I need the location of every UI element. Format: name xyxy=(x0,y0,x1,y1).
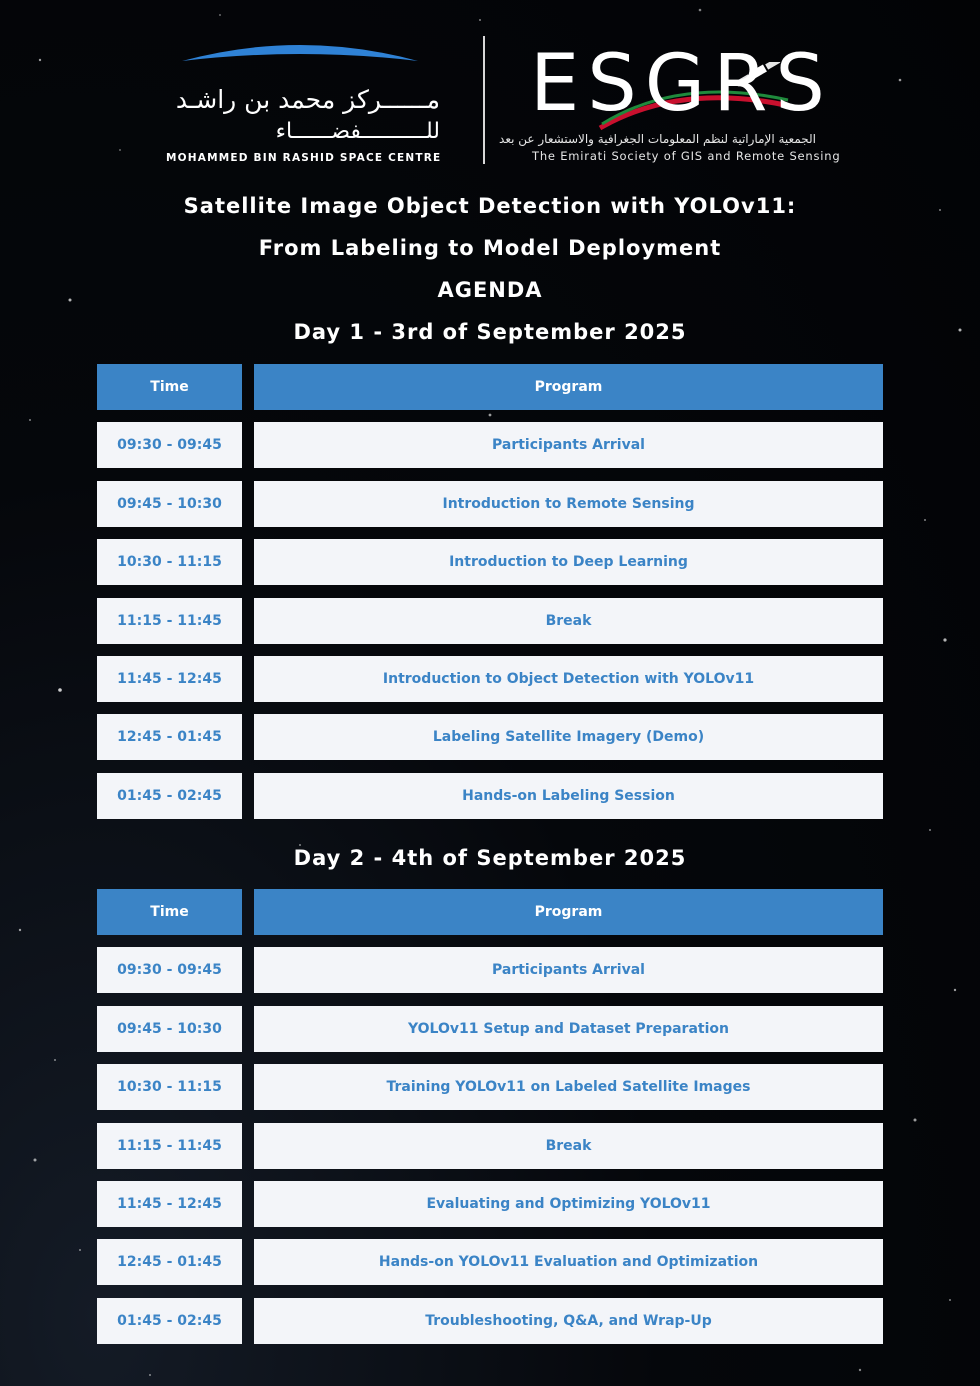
program-cell: Break xyxy=(254,1123,883,1169)
table-row xyxy=(97,598,883,644)
event-title-line1: Satellite Image Object Detection with YOLOv11: xyxy=(183,194,797,218)
program-column-header: Program xyxy=(254,889,883,935)
time-cell: 10:30 - 11:15 xyxy=(97,539,242,585)
mbrsc-arabic-name: مــــــركز محمد بن راشـد xyxy=(175,85,440,114)
table-row xyxy=(97,1123,883,1169)
time-cell: 09:45 - 10:30 xyxy=(97,481,242,527)
time-cell: 12:45 - 01:45 xyxy=(97,714,242,760)
mbrsc-logo xyxy=(160,35,445,170)
program-cell: Hands-on Labeling Session xyxy=(254,773,883,819)
program-cell: Labeling Satellite Imagery (Demo) xyxy=(254,714,883,760)
table-header-row xyxy=(97,889,883,935)
table-row xyxy=(97,481,883,527)
time-cell: 09:30 - 09:45 xyxy=(97,422,242,468)
program-column-header: Program xyxy=(254,364,883,410)
esgrs-logo xyxy=(499,32,841,172)
time-column-header: Time xyxy=(97,889,242,935)
table-row xyxy=(97,714,883,760)
table-header-row xyxy=(97,364,883,410)
table-row xyxy=(97,656,883,702)
time-cell: 01:45 - 02:45 xyxy=(97,1298,242,1344)
agenda-heading: AGENDA xyxy=(437,278,543,302)
program-cell: Hands-on YOLOv11 Evaluation and Optimization xyxy=(254,1239,883,1285)
time-cell: 11:45 - 12:45 xyxy=(97,1181,242,1227)
time-cell: 11:15 - 11:45 xyxy=(97,1123,242,1169)
mbrsc-arabic-name-line2: للــــــــــفضــــــاء xyxy=(275,119,440,144)
program-cell: Introduction to Deep Learning xyxy=(254,539,883,585)
event-title-line2: From Labeling to Model Deployment xyxy=(258,236,722,260)
table-row xyxy=(97,539,883,585)
table-row xyxy=(97,422,883,468)
time-cell: 09:45 - 10:30 xyxy=(97,1006,242,1052)
program-cell: Introduction to Remote Sensing xyxy=(254,481,883,527)
esgrs-arabic-name: الجمعية الإماراتية لنظم المعلومات الجغرافية والاستشعار عن بعد xyxy=(499,132,816,146)
esgrs-acronym: ESGRS xyxy=(530,39,833,129)
time-cell: 11:45 - 12:45 xyxy=(97,656,242,702)
program-cell: Participants Arrival xyxy=(254,422,883,468)
table-row xyxy=(97,947,883,993)
esgrs-english-name: The Emirati Society of GIS and Remote Sensing xyxy=(532,149,841,163)
mbrsc-english-name: MOHAMMED BIN RASHID SPACE CENTRE xyxy=(166,152,442,164)
day1-heading: Day 1 - 3rd of September 2025 xyxy=(293,320,687,344)
mbrsc-arc-icon xyxy=(180,37,420,63)
program-cell: Break xyxy=(254,598,883,644)
program-cell: Training YOLOv11 on Labeled Satellite Images xyxy=(254,1064,883,1110)
time-cell: 09:30 - 09:45 xyxy=(97,947,242,993)
table-row xyxy=(97,1006,883,1052)
time-cell: 10:30 - 11:15 xyxy=(97,1064,242,1110)
time-column-header: Time xyxy=(97,364,242,410)
program-cell: YOLOv11 Setup and Dataset Preparation xyxy=(254,1006,883,1052)
table-row xyxy=(97,1239,883,1285)
day2-heading: Day 2 - 4th of September 2025 xyxy=(293,846,687,870)
logo-divider xyxy=(483,36,485,164)
table-row xyxy=(97,1064,883,1110)
time-cell: 01:45 - 02:45 xyxy=(97,773,242,819)
header xyxy=(0,0,980,180)
time-cell: 11:15 - 11:45 xyxy=(97,598,242,644)
time-cell: 12:45 - 01:45 xyxy=(97,1239,242,1285)
program-cell: Troubleshooting, Q&A, and Wrap-Up xyxy=(254,1298,883,1344)
program-cell: Introduction to Object Detection with YOLOv11 xyxy=(254,656,883,702)
table-row xyxy=(97,1298,883,1344)
table-row xyxy=(97,773,883,819)
program-cell: Evaluating and Optimizing YOLOv11 xyxy=(254,1181,883,1227)
table-row xyxy=(97,1181,883,1227)
program-cell: Participants Arrival xyxy=(254,947,883,993)
